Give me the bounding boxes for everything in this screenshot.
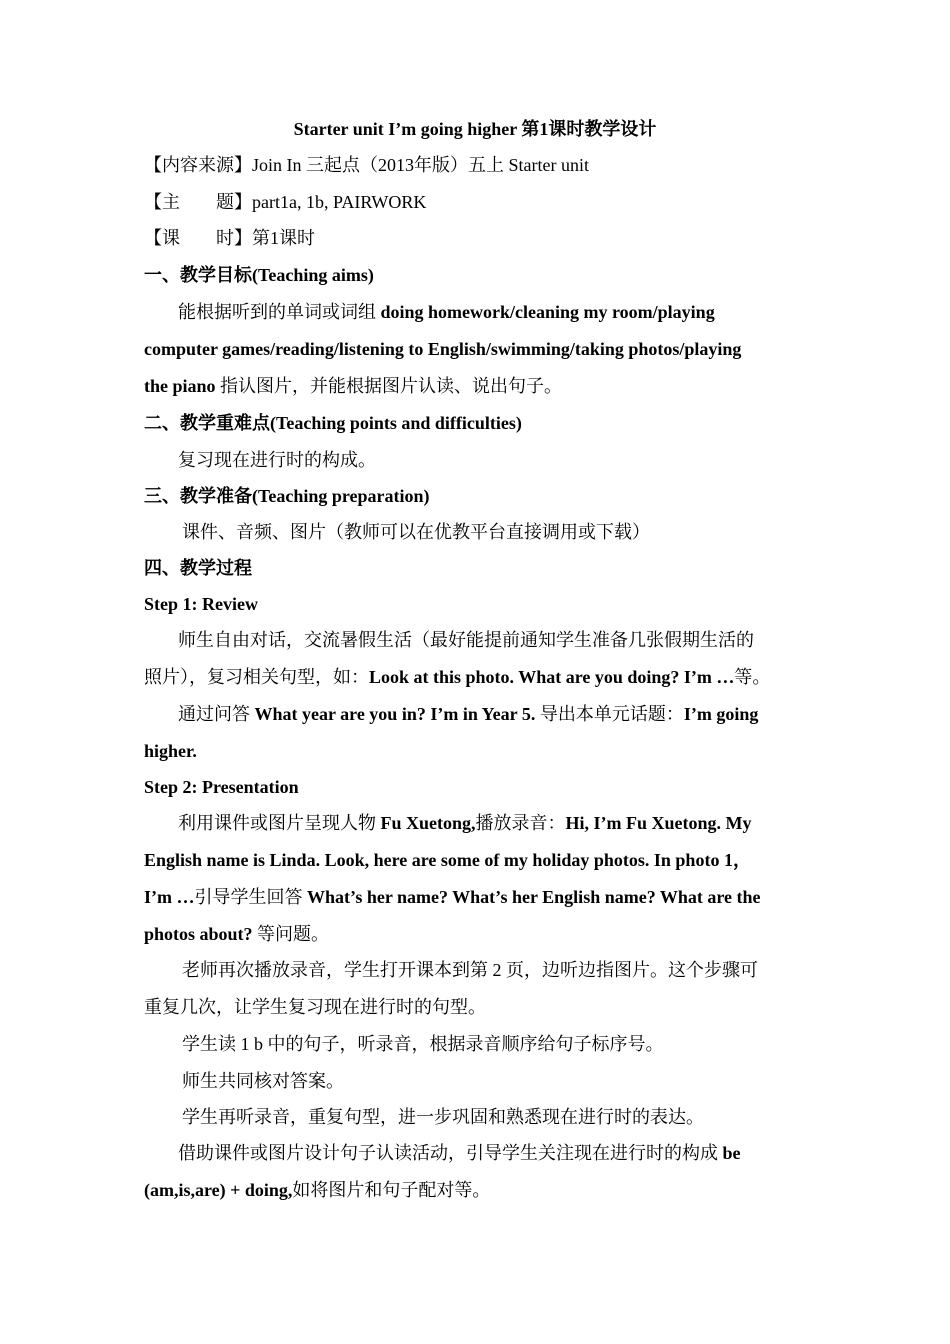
step1-text-line-2	[144, 665, 770, 689]
step2-guide-text: 引导学生回答	[194, 887, 307, 907]
aims-text-end: 指认图片，并能根据图片认读、说出句子。	[215, 376, 563, 396]
step2-text-line-10	[178, 1141, 741, 1165]
step1-text-line-3	[178, 702, 758, 726]
step2-text-line-7: 学生读 1 b 中的句子，听录音，根据录音顺序给句子标序号。	[182, 1034, 664, 1054]
step2-activity-end: 如将图片和句子配对等。	[292, 1180, 491, 1200]
aims-text-line-2: computer games/reading/listening to English/swimming/taking photos/playing	[144, 339, 742, 359]
step2-text-line-5: 老师再次播放录音，学生打开课本到第 2 页，边听边指图片。这个步骤可	[182, 960, 758, 980]
step1-qa-sentence: What year are you in? I’m in Year 5.	[254, 704, 536, 724]
step2-structure: (am,is,are) + doing,	[144, 1180, 293, 1200]
step2-activity-text: 借助课件或图片设计句子认读活动，引导学生关注现在进行时的构成	[178, 1143, 723, 1163]
topic-label: 【主 题】	[144, 192, 252, 212]
aims-heading: 一、教学目标(Teaching aims)	[144, 265, 374, 285]
prep-text: 课件、音频、图片（教师可以在优教平台直接调用或下载）	[182, 522, 650, 542]
step2-questions-end: photos about?	[144, 924, 253, 944]
step1-text-line-4: higher.	[144, 741, 197, 761]
step2-name: Fu Xuetong,	[380, 813, 476, 833]
step2-text-line-11	[144, 1178, 490, 1202]
prep-heading: 三、教学准备(Teaching preparation)	[144, 486, 430, 506]
step1-heading: Step 1: Review	[144, 594, 258, 614]
step1-topic-text: 导出本单元话题：	[535, 704, 684, 724]
step1-qa-text: 通过问答	[178, 704, 255, 724]
process-heading: 四、教学过程	[144, 558, 252, 578]
step2-text: 利用课件或图片呈现人物	[178, 813, 381, 833]
aims-phrases: doing homework/cleaning my room/playing	[380, 302, 715, 322]
points-heading: 二、教学重难点(Teaching points and difficulties)	[144, 413, 522, 433]
source-line	[144, 153, 589, 177]
step2-questions: What’s her name? What’s her English name? What are the	[307, 887, 761, 907]
step1-text-end: 等。	[734, 667, 771, 687]
topic-line	[144, 190, 426, 214]
step2-text-line-3	[144, 885, 761, 909]
aims-text: 能根据听到的单词或词组	[178, 302, 381, 322]
source-value: Join In 三起点（2013年版）五上 Starter unit	[252, 155, 589, 175]
step2-be: be	[722, 1143, 741, 1163]
step2-dialogue-end: I’m …	[144, 887, 195, 907]
step2-text-line-2: English name is Linda. Look, here are some of my holiday photos. In photo 1，	[144, 850, 751, 870]
period-label: 【课 时】	[144, 228, 252, 248]
topic-value: part1a, 1b, PAIRWORK	[252, 192, 427, 212]
aims-text-line-3	[144, 374, 562, 398]
step1-text: 照片），复习相关句型，如：	[144, 667, 369, 687]
step2-text-line-8: 师生共同核对答案。	[182, 1071, 344, 1091]
step2-text-audio: 播放录音：	[475, 813, 566, 833]
step2-text-line-4	[144, 922, 329, 946]
step1-text-line-1: 师生自由对话，交流暑假生活（最好能提前通知学生准备几张假期生活的	[178, 630, 754, 650]
step2-text-line-1	[178, 811, 752, 835]
period-line	[144, 226, 315, 250]
step2-text-end: 等问题。	[252, 924, 330, 944]
step1-topic-phrase: I’m going	[683, 704, 759, 724]
step2-heading: Step 2: Presentation	[144, 777, 299, 797]
step2-text-line-6: 重复几次，让学生复习现在进行时的句型。	[144, 997, 486, 1017]
aims-phrase-piano: the piano	[144, 376, 216, 396]
document-title: Starter unit I’m going higher 第1课时教学设计	[293, 119, 657, 139]
points-text: 复习现在进行时的构成。	[178, 450, 376, 470]
aims-text-line-1	[178, 300, 715, 324]
step2-dialogue-start: Hi, I’m Fu Xuetong. My	[565, 813, 752, 833]
source-label: 【内容来源】	[144, 155, 252, 175]
step2-text-line-9: 学生再听录音，重复句型，进一步巩固和熟悉现在进行时的表达。	[182, 1107, 704, 1127]
period-value: 第1课时	[252, 228, 315, 248]
step1-sentence: Look at this photo. What are you doing? I’m …	[369, 667, 735, 687]
